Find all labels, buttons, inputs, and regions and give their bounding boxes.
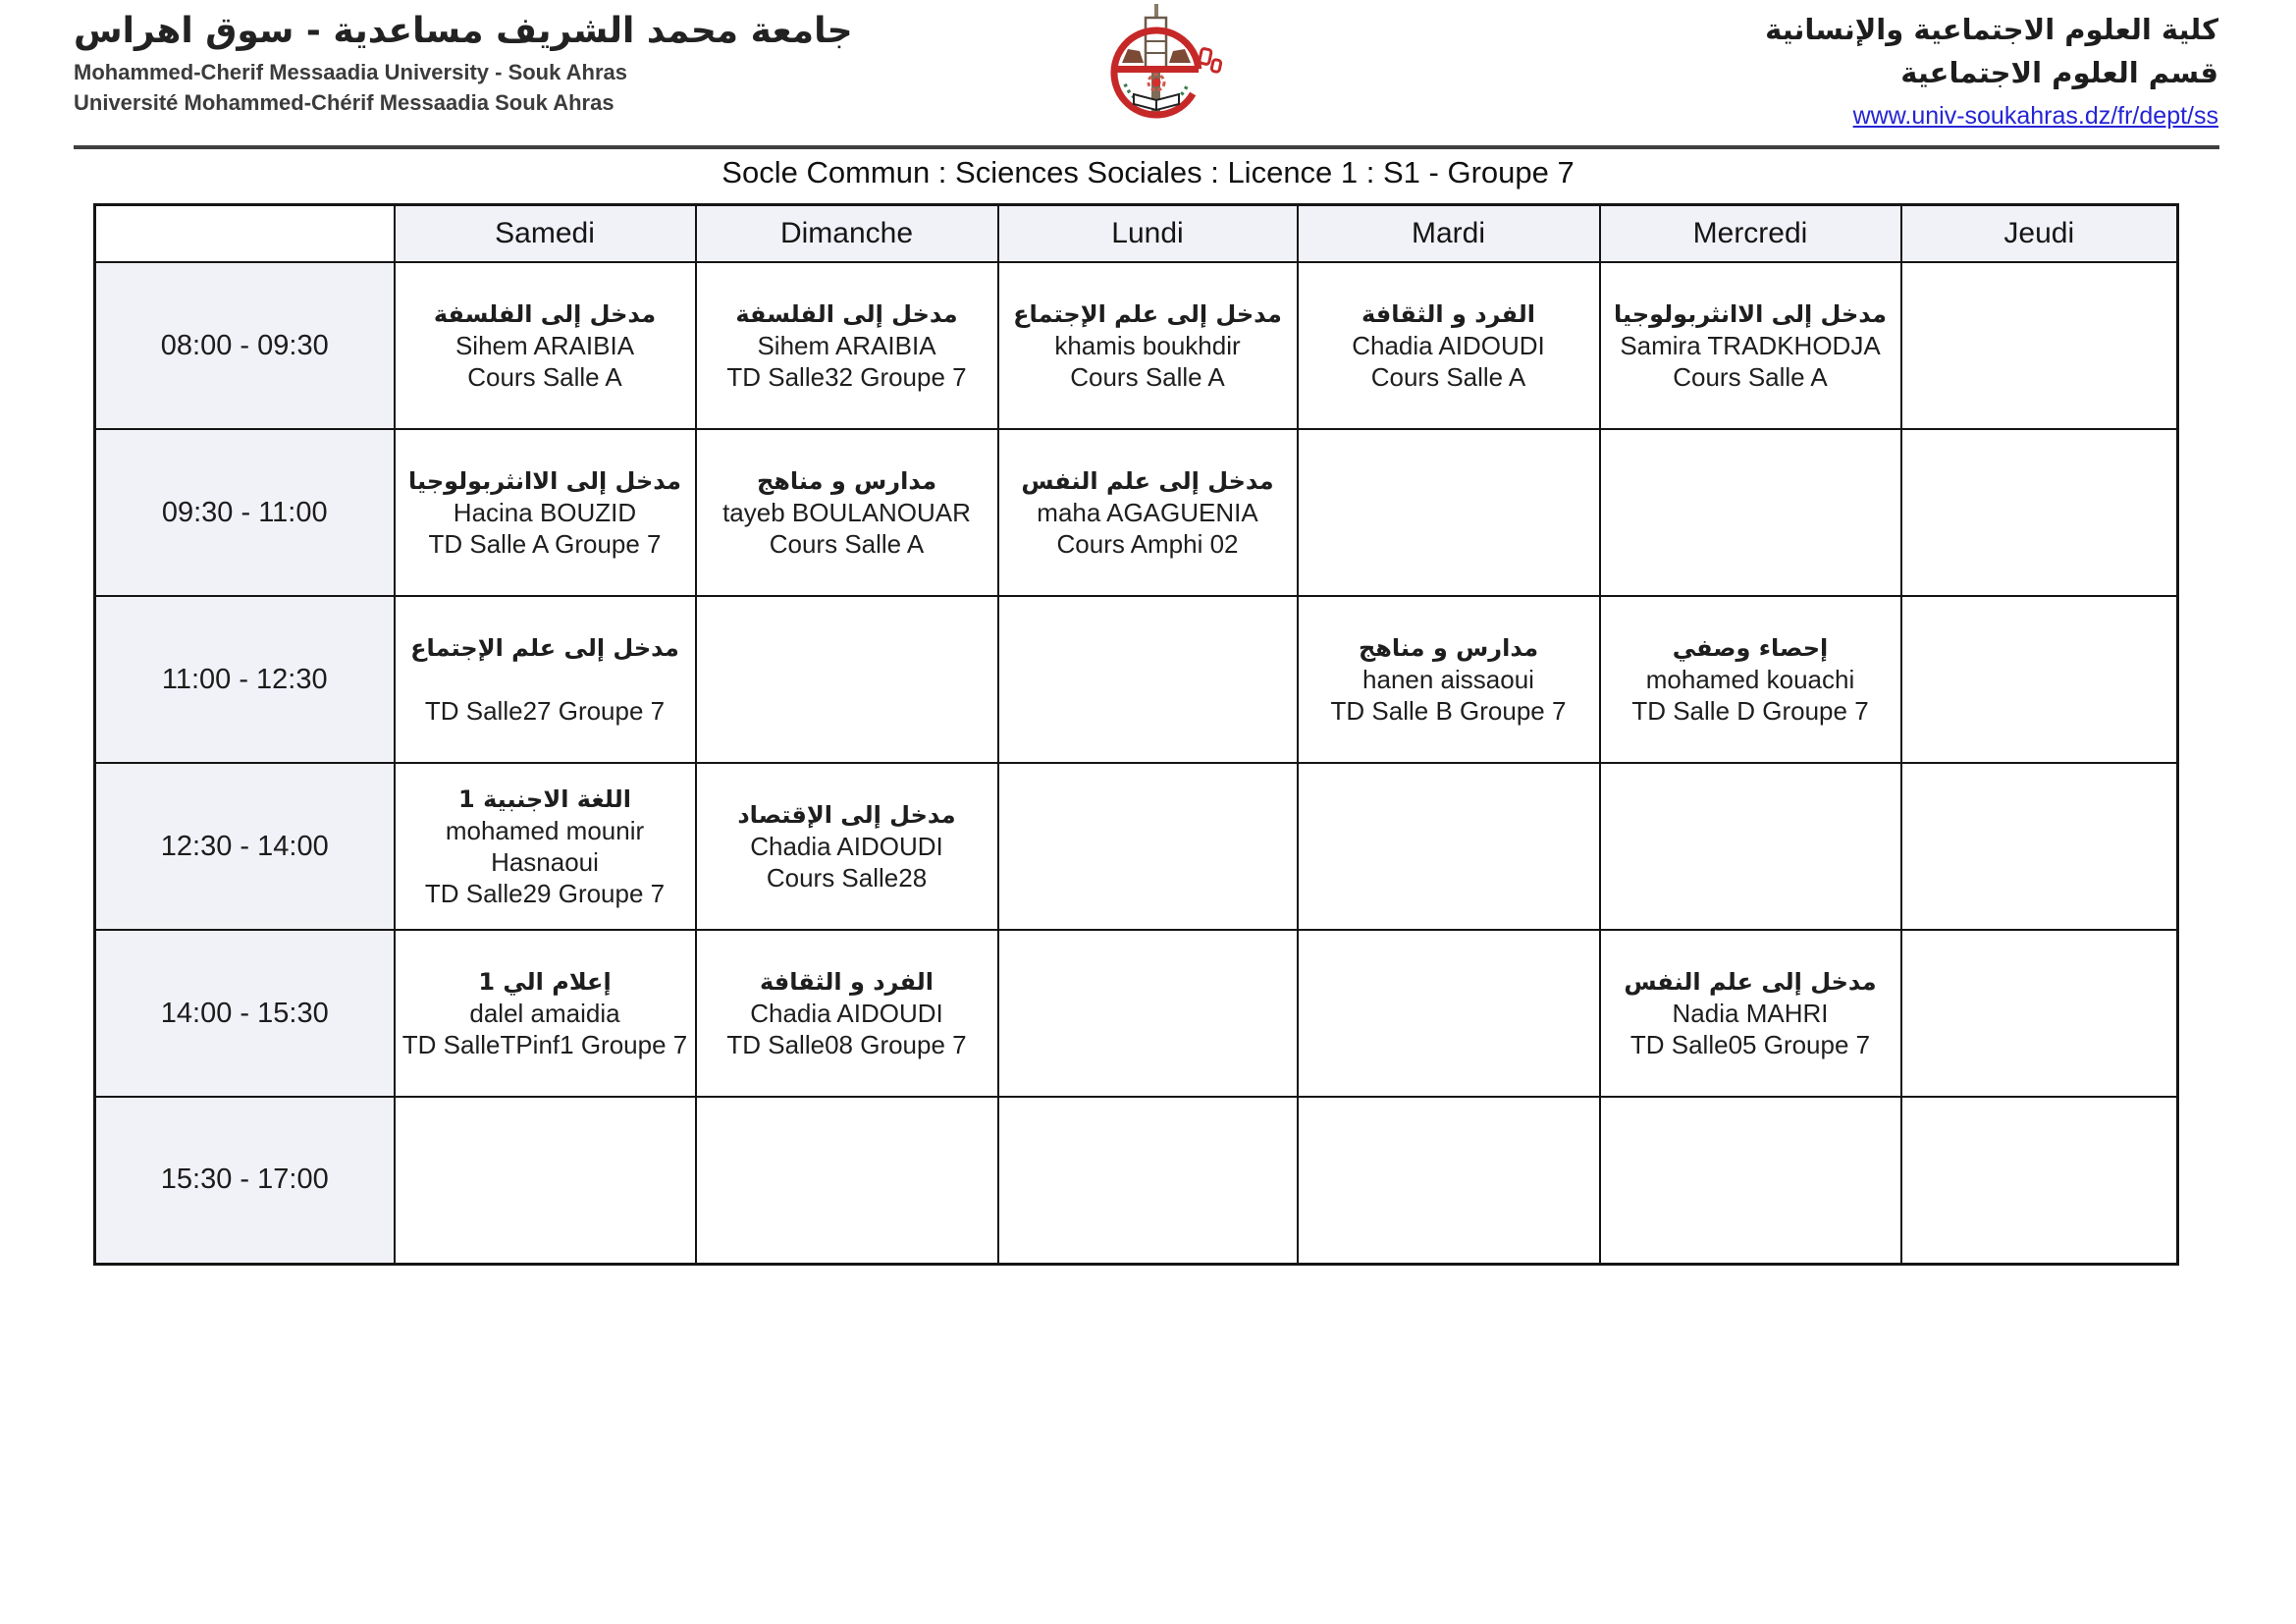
course-teacher: Samira TRADKHODJA	[1620, 331, 1881, 360]
empty-cell	[998, 1097, 1298, 1264]
department-website-link[interactable]: www.univ-soukahras.dz/fr/dept/ss	[1852, 102, 2218, 130]
page-title: Socle Commun : Sciences Sociales : Licence 1 : S1 - Groupe 7	[721, 155, 1575, 189]
course-title: مدخل إلى الفلسفة	[433, 300, 657, 328]
empty-cell	[1901, 763, 2178, 930]
time-slot: 14:00 - 15:30	[95, 930, 395, 1097]
empty-cell	[696, 596, 998, 763]
empty-cell	[1600, 429, 1901, 596]
university-name-english: Mohammed-Cherif Messaadia University - Souk Ahras	[74, 60, 628, 84]
day-header-jeudi: Jeudi	[1901, 205, 2178, 263]
course-teacher: Nadia MAHRI	[1672, 999, 1829, 1028]
course-location: Cours Amphi 02	[1056, 529, 1239, 559]
course-title: الفرد و الثقافة	[760, 968, 934, 996]
course-location: Cours Salle A	[467, 362, 622, 392]
course-title: مدخل إلى الاانثربولوجيا	[408, 467, 681, 495]
timetable-row	[95, 429, 2178, 596]
course-title: مدخل إلى الفلسفة	[735, 300, 958, 328]
course-title: مدخل إلى علم الإجتماع	[1013, 300, 1282, 328]
timetable-cell	[696, 930, 998, 1097]
timetable-cell	[395, 763, 696, 930]
course-title: مدخل إلى علم الإجتماع	[410, 634, 679, 662]
day-header-row	[95, 205, 2178, 263]
course-teacher: Sihem ARAIBIA	[757, 331, 936, 360]
course-location: TD SalleTPinf1 Groupe 7	[401, 1030, 688, 1059]
course-title: مدارس و مناهج	[1358, 634, 1539, 662]
course-teacher: hanen aissaoui	[1362, 665, 1534, 694]
course-title: مدارس و مناهج	[756, 467, 937, 495]
empty-cell	[998, 596, 1298, 763]
timetable-cell	[395, 596, 696, 763]
course-title: مدخل إلى علم النفس	[1624, 968, 1877, 996]
course-location: Cours Salle28	[766, 863, 928, 893]
course-location: TD Salle29 Groupe 7	[424, 879, 666, 908]
timetable-cell	[998, 429, 1298, 596]
course-location: Cours Salle A	[1673, 362, 1828, 392]
course-teacher: Hacina BOUZID	[453, 498, 637, 527]
empty-cell	[696, 1097, 998, 1264]
course-teacher: dalel amaidia	[469, 999, 620, 1028]
university-identity	[74, 6, 853, 118]
university-seal-icon	[1085, 0, 1232, 133]
timetable-cell	[1298, 262, 1600, 429]
university-name-french: Université Mohammed-Chérif Messaadia Souk Ahras	[74, 90, 614, 115]
day-header-dimanche: Dimanche	[696, 205, 998, 263]
course-location: TD Salle27 Groupe 7	[424, 696, 666, 726]
course-title: الفرد و الثقافة	[1362, 300, 1535, 328]
timetable-row	[95, 262, 2178, 429]
course-title: إعلام الي 1	[478, 968, 612, 996]
day-header-samedi: Samedi	[395, 205, 696, 263]
time-slot: 12:30 - 14:00	[95, 763, 395, 930]
time-slot: 15:30 - 17:00	[95, 1097, 395, 1264]
corner-cell	[95, 205, 395, 263]
course-teacher: mohamed mounir	[445, 816, 645, 845]
empty-cell	[1901, 596, 2178, 763]
faculty-identity	[1765, 8, 2218, 131]
empty-cell	[1298, 1097, 1600, 1264]
timetable-row	[95, 930, 2178, 1097]
course-title: مدخل إلى علم النفس	[1021, 467, 1274, 495]
time-slot: 09:30 - 11:00	[95, 429, 395, 596]
timetable-cell	[1600, 596, 1901, 763]
course-location: Cours Salle A	[769, 529, 925, 559]
timetable-cell	[696, 763, 998, 930]
day-header-mercredi: Mercredi	[1600, 205, 1901, 263]
course-title: إحصاء وصفي	[1672, 634, 1829, 662]
timetable-cell	[1600, 262, 1901, 429]
university-seal-logo	[1085, 0, 1232, 137]
timetable-container	[93, 203, 2179, 1266]
timetable-row	[95, 1097, 2178, 1264]
course-location: Cours Salle A	[1070, 362, 1225, 392]
course-teacher: mohamed kouachi	[1645, 665, 1855, 694]
timetable-cell	[1600, 930, 1901, 1097]
course-location: TD Salle32 Groupe 7	[726, 362, 967, 392]
timetable-cell	[696, 262, 998, 429]
course-teacher: Chadia AIDOUDI	[750, 999, 943, 1028]
university-name-arabic: جامعة محمد الشريف مساعدية - سوق اهراس	[74, 11, 853, 51]
course-title: اللغة الاجنبية 1	[458, 785, 631, 813]
time-slot: 08:00 - 09:30	[95, 262, 395, 429]
course-teacher: khamis boukhdir	[1054, 331, 1241, 360]
empty-cell	[998, 930, 1298, 1097]
course-location: TD Salle B Groupe 7	[1330, 696, 1567, 726]
department-name-arabic: قسم العلوم الاجتماعية	[1900, 56, 2218, 89]
timetable-cell	[395, 930, 696, 1097]
empty-cell	[395, 1097, 696, 1264]
timetable-cell	[998, 262, 1298, 429]
course-location: TD Salle A Groupe 7	[428, 529, 662, 559]
day-header-mardi: Mardi	[1298, 205, 1600, 263]
empty-cell	[1901, 1097, 2178, 1264]
timetable-cell	[395, 262, 696, 429]
timetable-row	[95, 596, 2178, 763]
empty-cell	[1298, 429, 1600, 596]
course-location: Cours Salle A	[1370, 362, 1526, 392]
empty-cell	[1298, 930, 1600, 1097]
empty-cell	[1901, 429, 2178, 596]
course-location: TD Salle08 Groupe 7	[726, 1030, 967, 1059]
timetable-row	[95, 763, 2178, 930]
course-teacher: Sihem ARAIBIA	[454, 331, 635, 360]
timetable-cell	[1298, 596, 1600, 763]
timetable-cell	[696, 429, 998, 596]
empty-cell	[1901, 262, 2178, 429]
empty-cell	[1901, 930, 2178, 1097]
empty-cell	[998, 763, 1298, 930]
course-teacher	[396, 664, 695, 695]
course-location: TD Salle05 Groupe 7	[1629, 1030, 1871, 1059]
empty-cell	[1298, 763, 1600, 930]
empty-cell	[1600, 763, 1901, 930]
course-teacher: Chadia AIDOUDI	[750, 832, 943, 861]
course-location: TD Salle D Groupe 7	[1631, 696, 1869, 726]
course-teacher: maha AGAGUENIA	[1037, 498, 1258, 527]
header-divider	[74, 145, 2219, 149]
empty-cell	[1600, 1097, 1901, 1264]
course-teacher: tayeb BOULANOUAR	[722, 498, 971, 527]
time-slot: 11:00 - 12:30	[95, 596, 395, 763]
course-title: مدخل إلى الاانثربولوجيا	[1614, 300, 1887, 328]
faculty-name-arabic: كلية العلوم الاجتماعية والإنسانية	[1765, 13, 2218, 46]
course-teacher: Hasnaoui	[491, 847, 599, 877]
timetable	[93, 203, 2179, 1266]
course-title: مدخل إلى الإقتصاد	[737, 801, 956, 829]
day-header-lundi: Lundi	[998, 205, 1298, 263]
timetable-cell	[395, 429, 696, 596]
course-teacher: Chadia AIDOUDI	[1352, 331, 1545, 360]
